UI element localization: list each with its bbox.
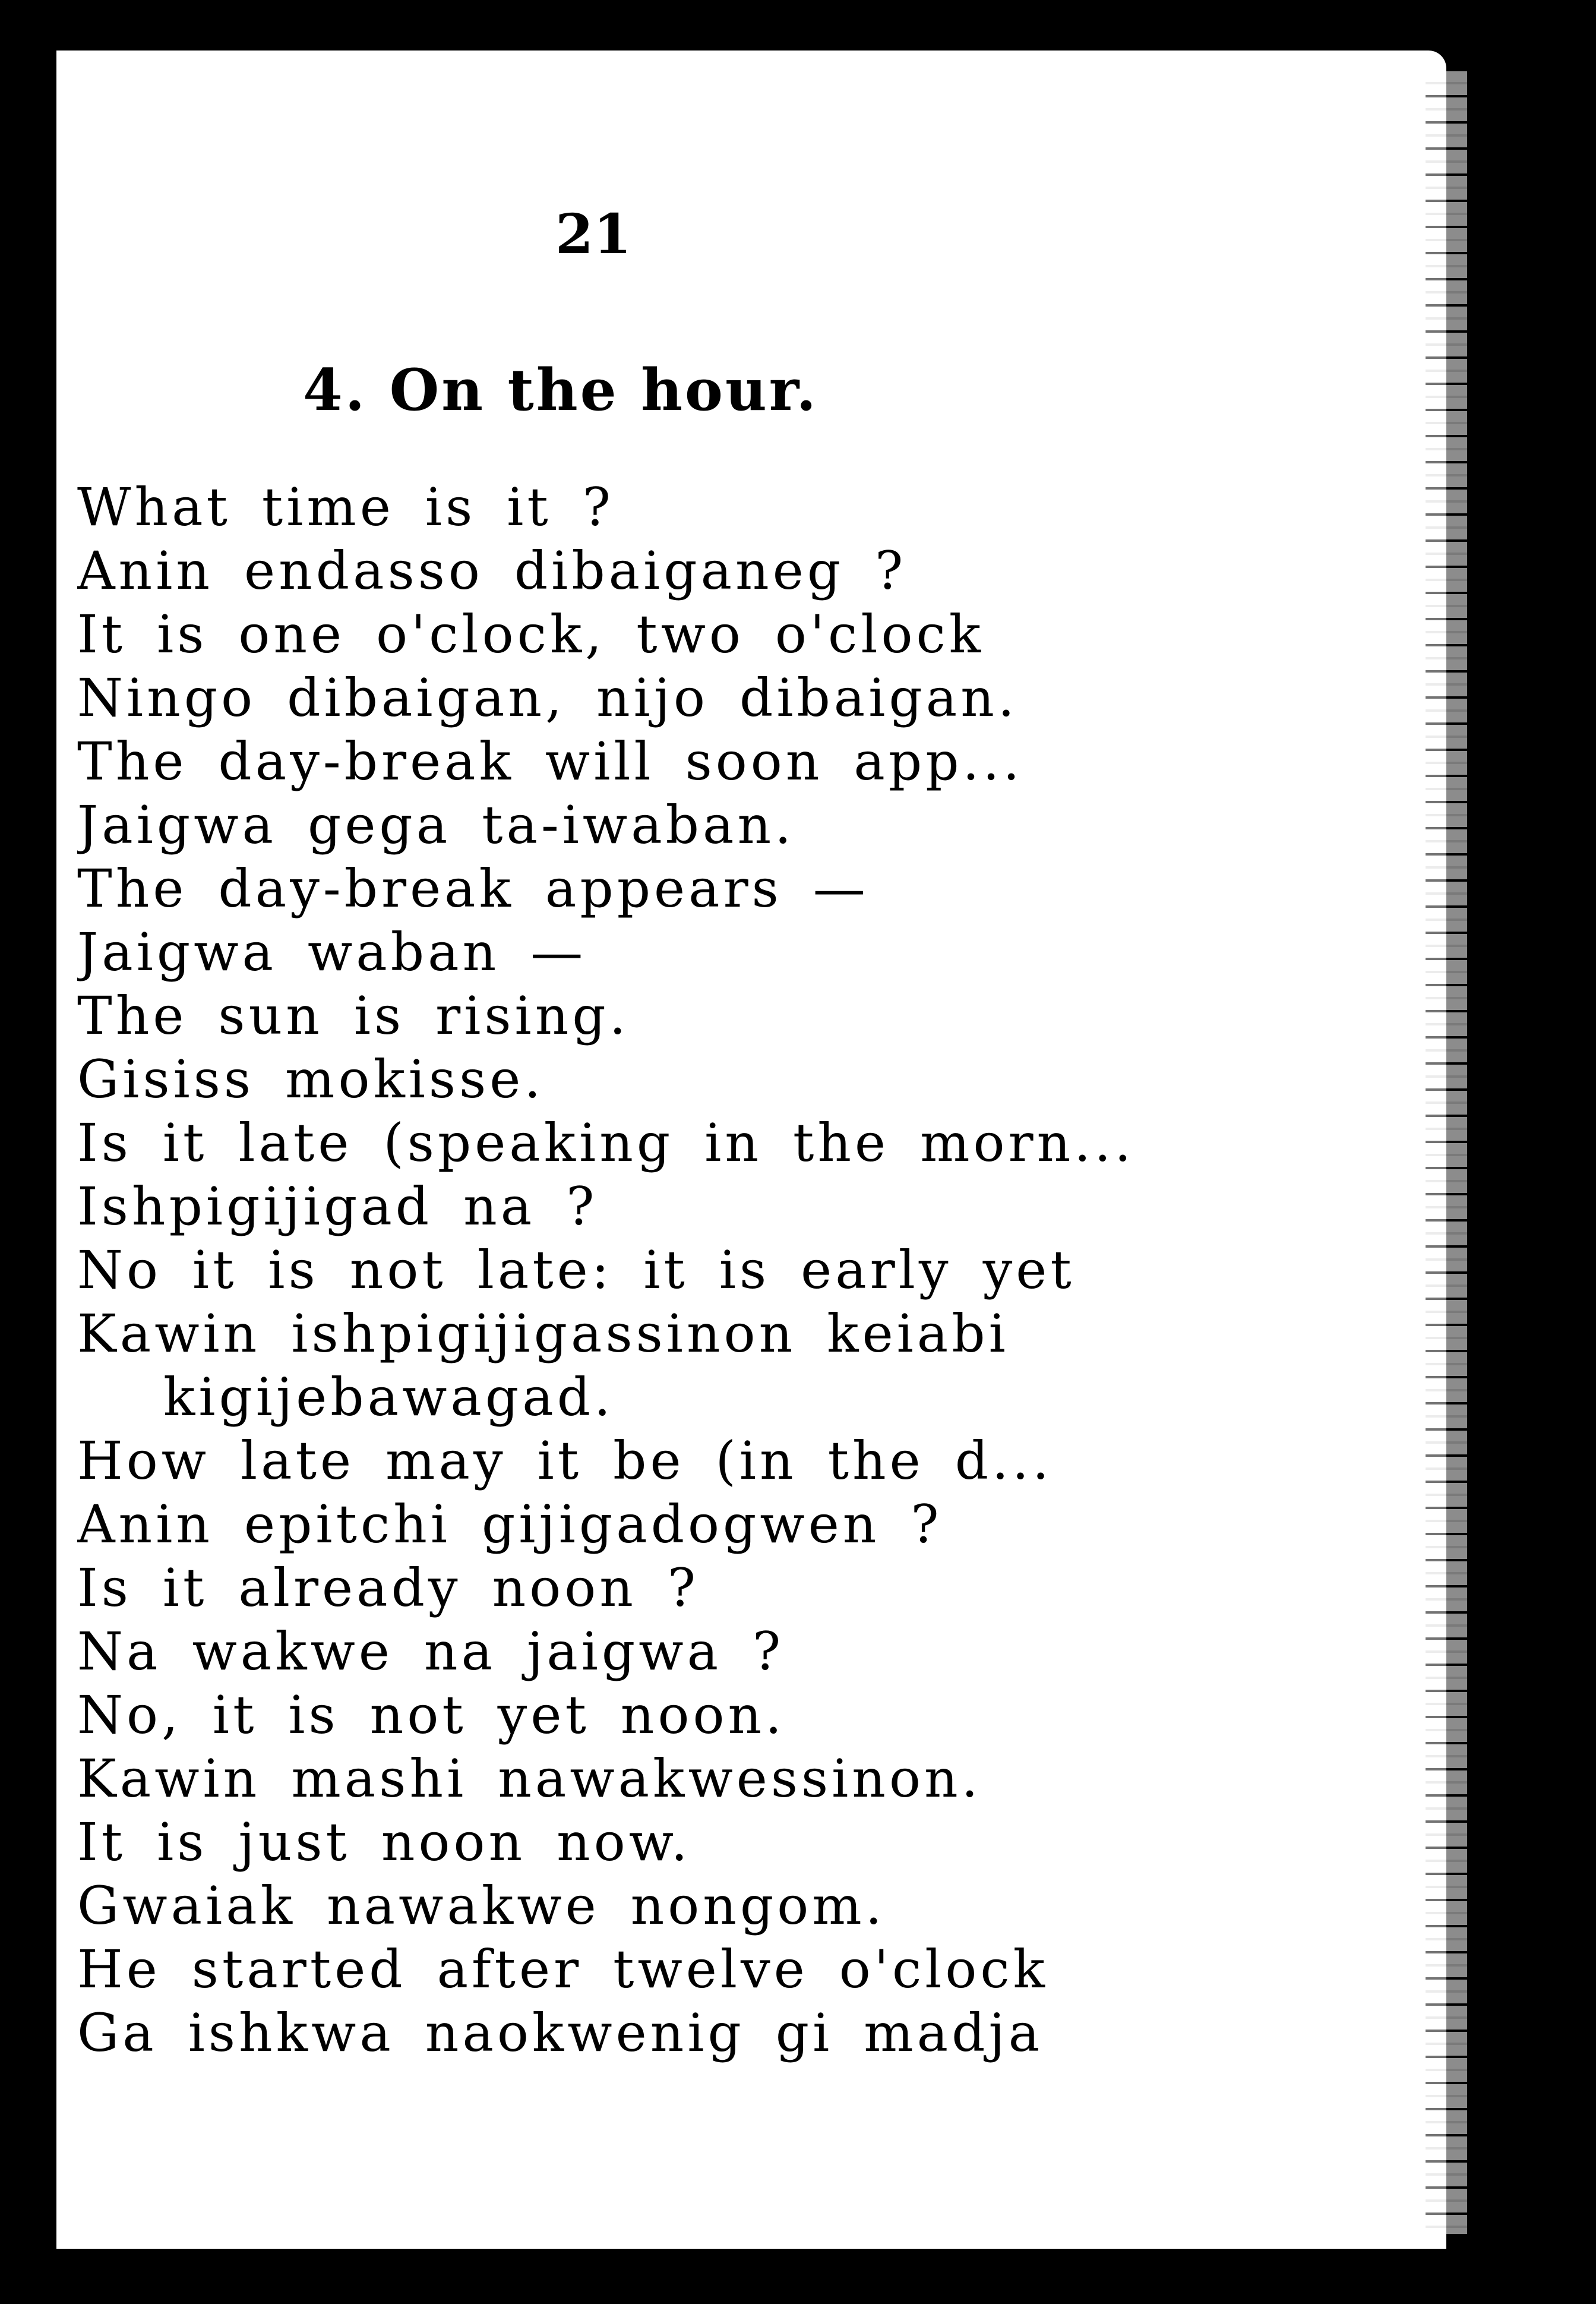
text-body [77,475,1402,2065]
text-line: No it is not late: it is early yet [77,1239,1075,1301]
text-line: It is just noon now. [77,1811,691,1873]
text-line: kigijebawagad. [163,1366,614,1428]
text-line: Ishpigijigad na ? [77,1176,598,1237]
text-line: Anin endasso dibaiganeg ? [77,540,907,601]
text-line: The day-break will soon app... [77,731,1023,792]
page-number: 21 [555,202,632,266]
text-line: The day-break appears — [77,858,869,919]
text-line: How late may it be (in the d... [77,1430,1053,1491]
text-line: Is it already noon ? [77,1557,700,1618]
text-line: Jaigwa gega ta-iwaban. [77,794,795,856]
text-line: Gwaiak nawakwe nongom. [77,1875,886,1936]
text-line: Na wakwe na jaigwa ? [77,1621,785,1682]
section-heading: 4. On the hour. [303,356,818,424]
text-line: Ningo dibaigan, nijo dibaigan. [77,667,1018,728]
text-line: Anin epitchi gijigadogwen ? [77,1494,943,1555]
text-line: Kawin mashi nawakwessinon. [77,1748,982,1809]
text-line: He started after twelve o'clock [77,1939,1048,2000]
text-line: The sun is rising. [77,985,630,1046]
text-line: What time is it ? [77,476,614,538]
page-edge-shadow [1426,71,1467,2234]
text-line: It is one o'clock, two o'clock [77,604,985,665]
text-line: No, it is not yet noon. [77,1684,786,1746]
text-line: Gisiss mokisse. [77,1049,545,1110]
text-line: Ga ishkwa naokwenig gi madja [77,2002,1044,2063]
text-line: Is it late (speaking in the morn... [77,1112,1135,1173]
text-line: Kawin ishpigijigassinon keiabi [77,1303,1009,1364]
text-line: Jaigwa waban — [77,921,587,983]
